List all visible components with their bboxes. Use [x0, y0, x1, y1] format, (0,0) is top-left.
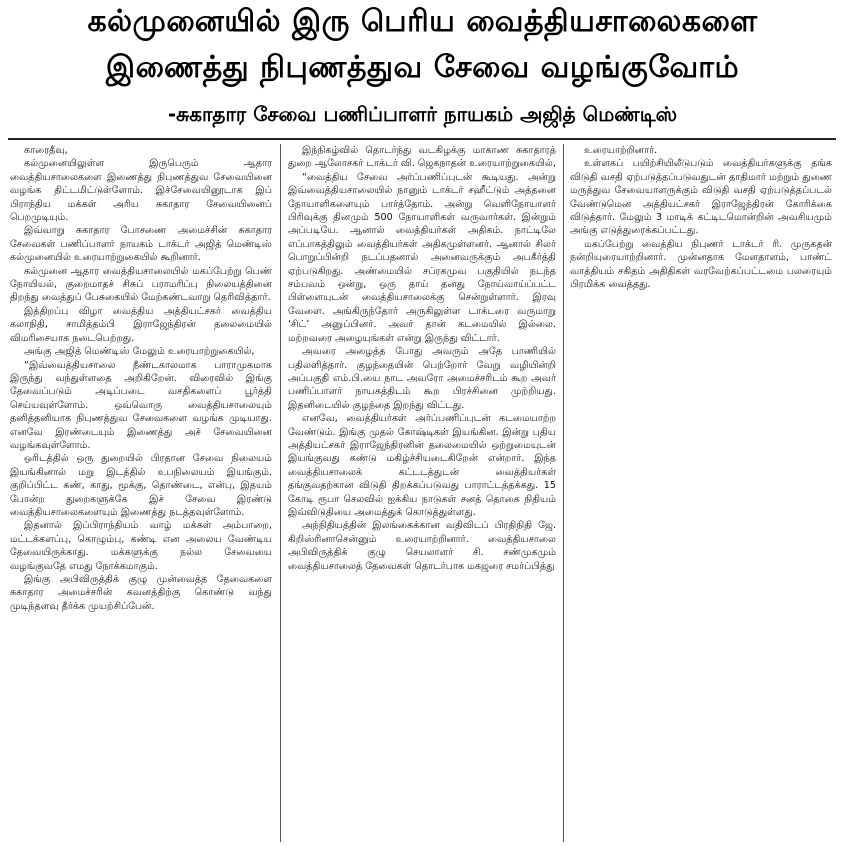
paragraph: இந்நிகழ்வில் தொடர்ந்து வடகிழக்கு மாகாண சுகாதாரத் துறை ஆலோசகர் டாக்டர் வி. ஜெகநாதன் உரையாற்றுகையில், — [288, 145, 556, 170]
paragraph: கல்முனையிலுள்ள இருபெரும் ஆதார வைத்தியசாலைகளை இணைத்து நிபுணத்துவ சேவையினை வழங்க திட்டமிட்டுள்ளோம். இச்சேவையினூடாக இப் பிராந்திய மக்கள் அரிய சுகாதார சேவையினைப் பெறமுடியும். — [10, 158, 272, 224]
paragraph: இவ்வாறு சுகாதார போசணை அமைச்சின் சுகாதார சேவைகள் பணிப்பாளர் நாயகம் டாக்டர் அஜித் மெண்டிஸ் கல்முனையில் உரையாற்றுகையில் கூறினார். — [10, 225, 272, 264]
paragraph: கல்முனை ஆதார வைத்தியசாலையில் மகப்பேற்று பெண் நோயியல், குறைமாதச் சிசுப் பராமரிப்பு நிலையத்தினை திறந்து வைத்துப் பேசுகையில் மேற்கண்டவாறு தெரிவித்தார். — [10, 265, 272, 304]
paragraph: இத்திறப்பு விழா வைத்திய அத்தியட்சகர் வைத்திய கலாநிதி, சாமித்தம்பி இராஜேந்திரன் தலைமையில் விமரிசையாக நடைபெற்றது. — [10, 305, 272, 344]
paragraph: அந்நிதியத்தின் இலங்கைக்கான வதிவிடப் பிரதிநிதி ஜே. கிறிஸ்ரினாசென்னும் உரையாற்றினார். வைத்தியசாலை அபிவிருத்திக் குழு செயலாளர் சி. சண்முகமும் வைத்தியசாலைத் தேவைகள் தொடர்பாக மகஜரை சமர்ப்பித்து — [288, 520, 556, 572]
article-column-1 — [10, 144, 272, 844]
article-column-3 — [570, 144, 832, 444]
headline-divider — [8, 138, 836, 140]
paragraph: உரையாற்றினார். — [584, 145, 658, 156]
paragraph: இதனால் இப்பிராந்தியம் வாழ் மக்கள் அம்பாறை, மட்டக்களப்பு, கொழும்பு, கண்டி என அலைய வேண்டிய தேவையிருக்காது. மக்களுக்கு நல்ல சேவையை வழங்குவதே எமது நோக்கமாகும். — [10, 520, 272, 572]
paragraph: எனவே, வைத்தியர்கள் அர்ப்பணிப்புடன் கடமையாற்ற வேண்டும். இங்கு முதல் கோஷ்டிகள் இயங்கின. இன்று புதிய அத்தியட்சகர் இராஜேந்திரனின் தலைமையில் ஒற்றுமையுடன் இயங்குவது கண்டு மகிழ்ச்சியடைகிறேன் என்றார். இந்த வைத்தியசாலைக் கட்டடத்துடன் வைத்தியர்கள் தங்குவதற்கான விடுதி திறக்கப்படுவது பாராட்டத்தக்கது. 15 கோடி ரூபா செலவில் ஐக்கிய நாடுகள் சனத் தொகை நிதியம் இவ்விடுதியை அமைத்துக் கொடுத்துள்ளது. — [288, 413, 556, 518]
headline-line-1: கல்முனையில் இரு பெரிய வைத்தியசாலைகளை — [87, 4, 758, 39]
column-separator — [280, 144, 281, 842]
headline-line-2: இணைத்து நிபுணத்துவ சேவை வழங்குவோம் — [105, 50, 740, 85]
paragraph: அங்கு அஜித் மெண்டிஸ் மேலும் உரையாற்றுகையில், — [24, 346, 255, 358]
paragraph: “இவ்வைத்தியசாலை நீண்டகாலமாக பாராமுகமாக இருந்து வந்துள்ளதை அறிகிறேன். விரைவில் இங்கு தேவைப்படும் அடிப்படை வசதிகளைப் பூர்த்தி செய்யவுள்ளோம். ஒவ்வொரு வைத்தியசாலையும் தனித்தனியாக நிபுணத்துவ சேவைகளை வழங்க முடியாது. எனவே இரண்டையும் இணைத்து அச் சேவையினை வழங்கவுள்ளோம். — [10, 359, 272, 451]
paragraph: உள்ளகப் பயிற்சியிலீடுபடும் வைத்தியர்களுக்கு தங்க விடுதி வசதி ஏற்படுத்தப்படுவதுடன் தாதிமார் மற்றும் துணை மருத்துவ சேவையாளருக்கும் விடுதி வசதி ஏற்படுத்தப்படல் வேண்டுமென அத்தியட்சகர் இராஜேந்திரன் கோரிக்கை விடுத்தார். மேலும் 3 மாடிக் கட்டிடமொன்றின் அவசியமும் அங்கு எடுத்துரைக்கப்பட்டது. — [570, 158, 832, 237]
paragraph: ஒரிடத்தில் ஒரு துறையில் பிரதான சேவை நிலையம் இயங்கினால் மறு இடத்தில் உபநிலையம் இயங்கும். குறிப்பிட்ட கண், காது, மூக்கு, தொண்டை, என்பு, இதயம் போன்ற துறைகளுக்கே இச் சேவை இரண்டு வைத்தியசாலைகளையும் இணைத்து நடத்தவுள்ளோம். — [10, 453, 272, 518]
paragraph: காரைதீவு, — [24, 145, 68, 156]
paragraph: மகப்பேற்று வைத்திய நிபுணர் டாக்டர் ரி. முருகதன் நன்றியுரையாற்றினார். முன்னதாக மேளதாளம், பாண்ட் வாத்தியம் சகிதம் அதிதிகள் வரவேற்கப்பட்டமை பலரையும் பிரமிக்க வைத்தது. — [570, 238, 832, 291]
paragraph: “வைத்திய சேவை அர்ப்பணிப்புடன் கூடியது. அன்று இவ்வைத்தியசாலையில் நானும் டாக்டர் சஹீட்டும் அத்தனை நோயாளிகளையும் பார்த்தோம். அன்று வெளிநோயாளர் பிரிவுக்கு தினமும் 500 நோயாளிகள் வருவார்கள். இன்றும் அப்படியே. ஆனால் வைத்தியர்கள் அதிகம். நாட்டிலே எப்பாகத்திலும் வைத்தியர்கள் அதிகமுள்ளனர். ஆனால் சிலர் பொறுப்பின்றி நடப்பதனால் அனைவருக்கும் அபகீர்த்தி ஏற்படுகிறது. அண்மையில் சப்ரகமுவ பகுதியில் நடந்த சம்பவம் ஒன்று, ஒரு தாய் தனது நோய்வாய்ப்பட்ட பிள்ளையுடன் வைத்தியசாலைக்கு சென்றுள்ளார். இரவு வேளை. அங்கிருந்தோர் அருகிலுள்ள டாக்டரை வருமாறு ‘சிட்’ அனுப்பினர். அவர் தான் கடமையில் இல்லை. மற்றவரை அழையுங்கள் என்று இருந்து விட்டார். — [288, 171, 556, 344]
article-column-2 — [288, 144, 556, 844]
paragraph: இங்கு அபிவிருத்திக் குழு முன்வைத்த தேவைகளை சுகாதார அமைச்சரின் கவனத்திற்கு கொண்டு வந்து முடிந்தளவு தீர்க்க முயற்சிப்பேன். — [10, 574, 272, 612]
column-separator — [563, 144, 564, 842]
paragraph: அவரை அழைத்த போது அவரும் அதே பாணியில் பதிலளித்தார். குழந்தையின் பெற்றோர் வேறு வழியின்றி அப்பகுதி எம்.பி.யை நாட அவரோ அமைச்சரிடம் கூற அவர் பணிப்பாளர் நாயகத்திடம் கூற பிரச்சினை முற்றியது. இதனிடையில் குழந்தை இறந்து விட்டது. — [288, 346, 556, 411]
subheadline: -சுகாதார சேவை பணிப்பாளர் நாயகம் அஜித் மெண்டிஸ் — [167, 102, 678, 126]
